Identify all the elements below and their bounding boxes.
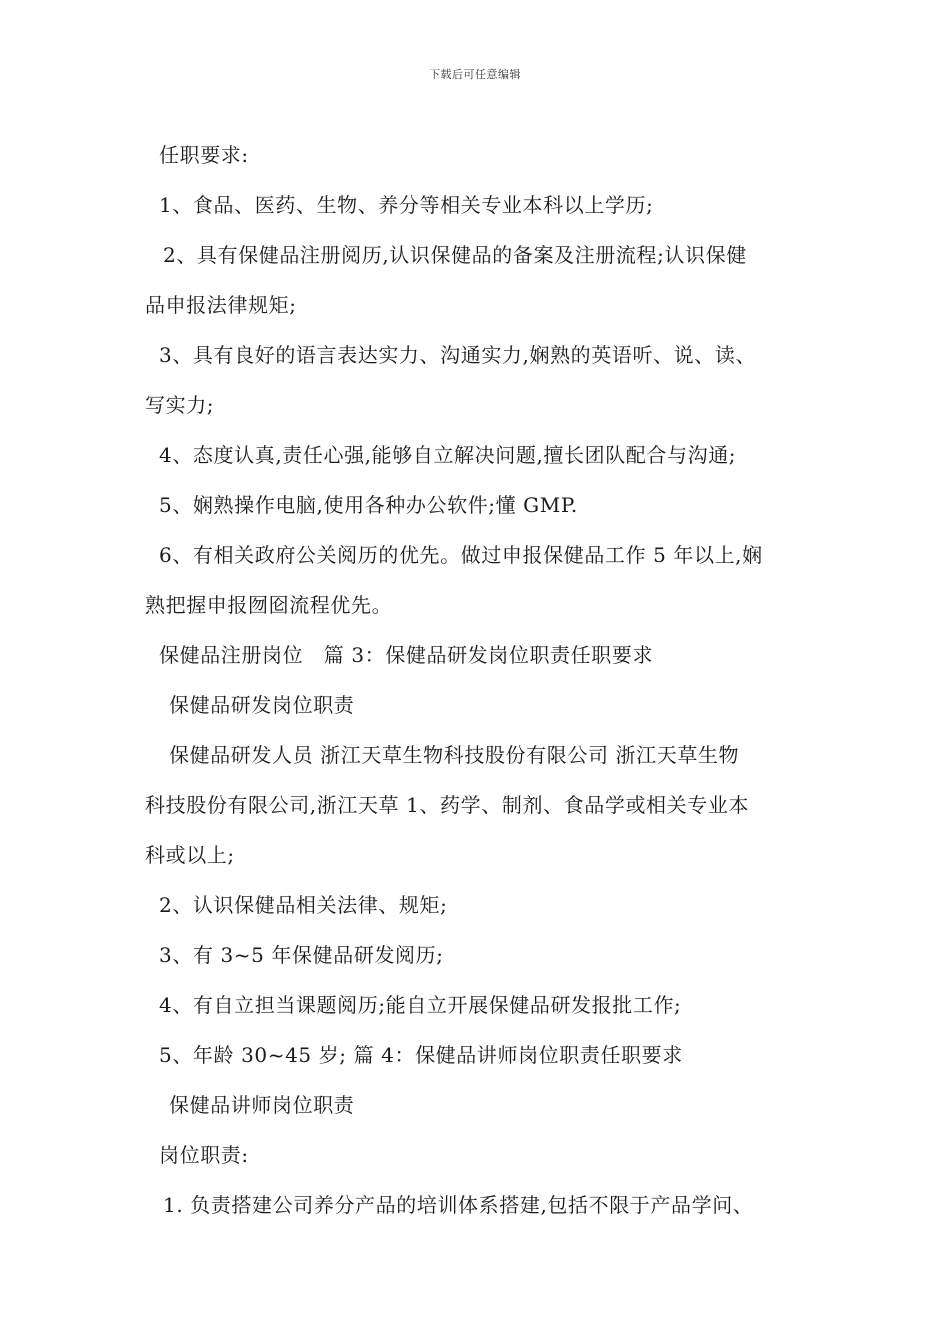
text-line: 4、有自立担当课题阅历;能自立开展保健品研发报批工作; xyxy=(159,993,682,1017)
text-line: 科或以上; xyxy=(145,843,235,867)
text-line: 任职要求: xyxy=(159,143,249,167)
text-line: 1、食品、医药、生物、养分等相关专业本科以上学历; xyxy=(159,193,654,217)
text-line: 1. 负责搭建公司养分产品的培训体系搭建,包括不限于产品学问、 xyxy=(163,1193,754,1217)
text-line: 科技股份有限公司,浙江天草 1、药学、制剂、食品学或相关专业本 xyxy=(145,793,750,817)
page-header: 下载后可任意编辑 xyxy=(429,68,521,81)
text-line: 熟把握申报囫囵流程优先。 xyxy=(145,593,393,617)
text-line: 5、娴熟操作电脑,使用各种办公软件;懂 GMP. xyxy=(159,493,578,517)
text-line: 写实力; xyxy=(145,393,215,417)
document-body xyxy=(145,130,810,1230)
text-line: 3、有 3~5 年保健品研发阅历; xyxy=(159,943,444,967)
text-line: 3、具有良好的语言表达实力、沟通实力,娴熟的英语听、说、读、 xyxy=(159,343,757,367)
text-line: 品申报法律规矩; xyxy=(145,293,297,317)
section-title: 保健品研发岗位职责 xyxy=(169,693,355,717)
text-line: 岗位职责: xyxy=(159,1143,249,1167)
text-line: 2、认识保健品相关法律、规矩; xyxy=(159,893,448,917)
text-line: 6、有相关政府公关阅历的优先。做过申报保健品工作 5 年以上,娴 xyxy=(159,543,763,567)
section-heading: 保健品注册岗位 篇 3：保健品研发岗位职责任职要求 xyxy=(159,643,654,667)
text-line: 保健品研发人员 浙江天草生物科技股份有限公司 浙江天草生物 xyxy=(169,743,740,767)
text-line: 5、年龄 30~45 岁; 篇 4：保健品讲师岗位职责任职要求 xyxy=(159,1043,683,1067)
text-line: 4、态度认真,责任心强,能够自立解决问题,擅长团队配合与沟通; xyxy=(159,443,737,467)
section-title: 保健品讲师岗位职责 xyxy=(169,1093,355,1117)
text-line: 2、具有保健品注册阅历,认识保健品的备案及注册流程;认识保健 xyxy=(163,243,747,267)
